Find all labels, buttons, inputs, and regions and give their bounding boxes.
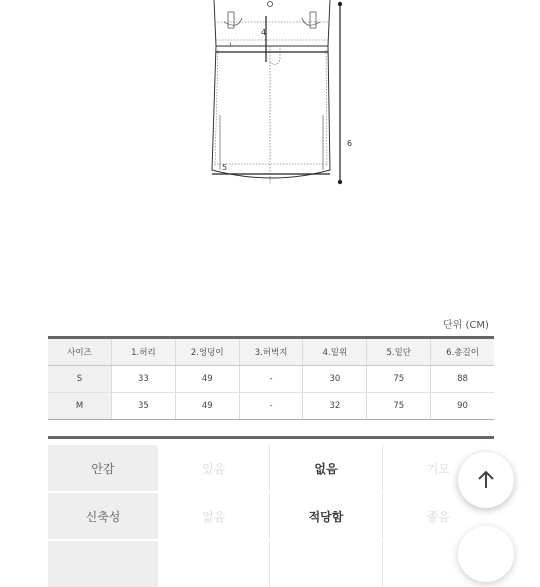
- size-cell: 88: [457, 374, 468, 384]
- scroll-top-button[interactable]: [458, 452, 514, 508]
- feature-label: 신축성: [48, 493, 158, 539]
- marker-4: 4: [261, 28, 267, 37]
- size-table-header: [48, 339, 494, 366]
- header-cell: 6.총길이: [446, 348, 479, 358]
- header-cell: 2.엉덩이: [176, 339, 240, 365]
- feature-row-lining: [48, 445, 494, 491]
- marker-6: 6: [347, 139, 353, 148]
- header-cell: 5.밑단: [367, 339, 431, 365]
- size-cell: 49: [176, 393, 240, 419]
- feature-row-stretch: [48, 493, 494, 539]
- unit-label: 단위 (CM): [443, 320, 489, 331]
- feature-label: [48, 541, 158, 587]
- header-cell: 3.허벅지: [240, 339, 304, 365]
- size-cell: 30: [303, 366, 367, 392]
- marker-2: ㅗ: [226, 41, 235, 51]
- header-cell: 1.허리: [112, 339, 176, 365]
- feature-option: 좋음: [426, 509, 450, 524]
- size-cell: 32: [303, 393, 367, 419]
- feature-option: 없음: [158, 493, 270, 539]
- skirt-measurement-diagram: [180, 0, 380, 200]
- size-cell: 75: [367, 366, 431, 392]
- size-table: [48, 336, 494, 420]
- size-cell: 49: [176, 366, 240, 392]
- size-cell: 75: [367, 393, 431, 419]
- feature-option: 있음: [158, 445, 270, 491]
- size-cell: M: [48, 393, 112, 419]
- feature-option-selected: 없음: [270, 445, 382, 491]
- feature-option: [270, 541, 382, 587]
- size-cell: 35: [112, 393, 176, 419]
- feature-option-selected: 적당함: [270, 493, 382, 539]
- arrow-up-icon: [475, 469, 497, 491]
- header-cell: 사이즈: [48, 339, 112, 365]
- feature-label: 안감: [48, 445, 158, 491]
- feature-option: [158, 541, 270, 587]
- size-cell: 33: [112, 366, 176, 392]
- floating-button[interactable]: [458, 526, 514, 582]
- size-cell: S: [48, 366, 112, 392]
- header-cell: 4.밑위: [303, 339, 367, 365]
- size-cell: 90: [457, 401, 468, 411]
- feature-option: 기모: [426, 461, 450, 476]
- table-row: [48, 366, 494, 393]
- size-cell: -: [240, 393, 304, 419]
- marker-5: 5: [222, 163, 228, 172]
- table-row: [48, 393, 494, 419]
- feature-row-partial: [48, 541, 494, 587]
- feature-table: [48, 436, 494, 587]
- size-cell: -: [240, 366, 304, 392]
